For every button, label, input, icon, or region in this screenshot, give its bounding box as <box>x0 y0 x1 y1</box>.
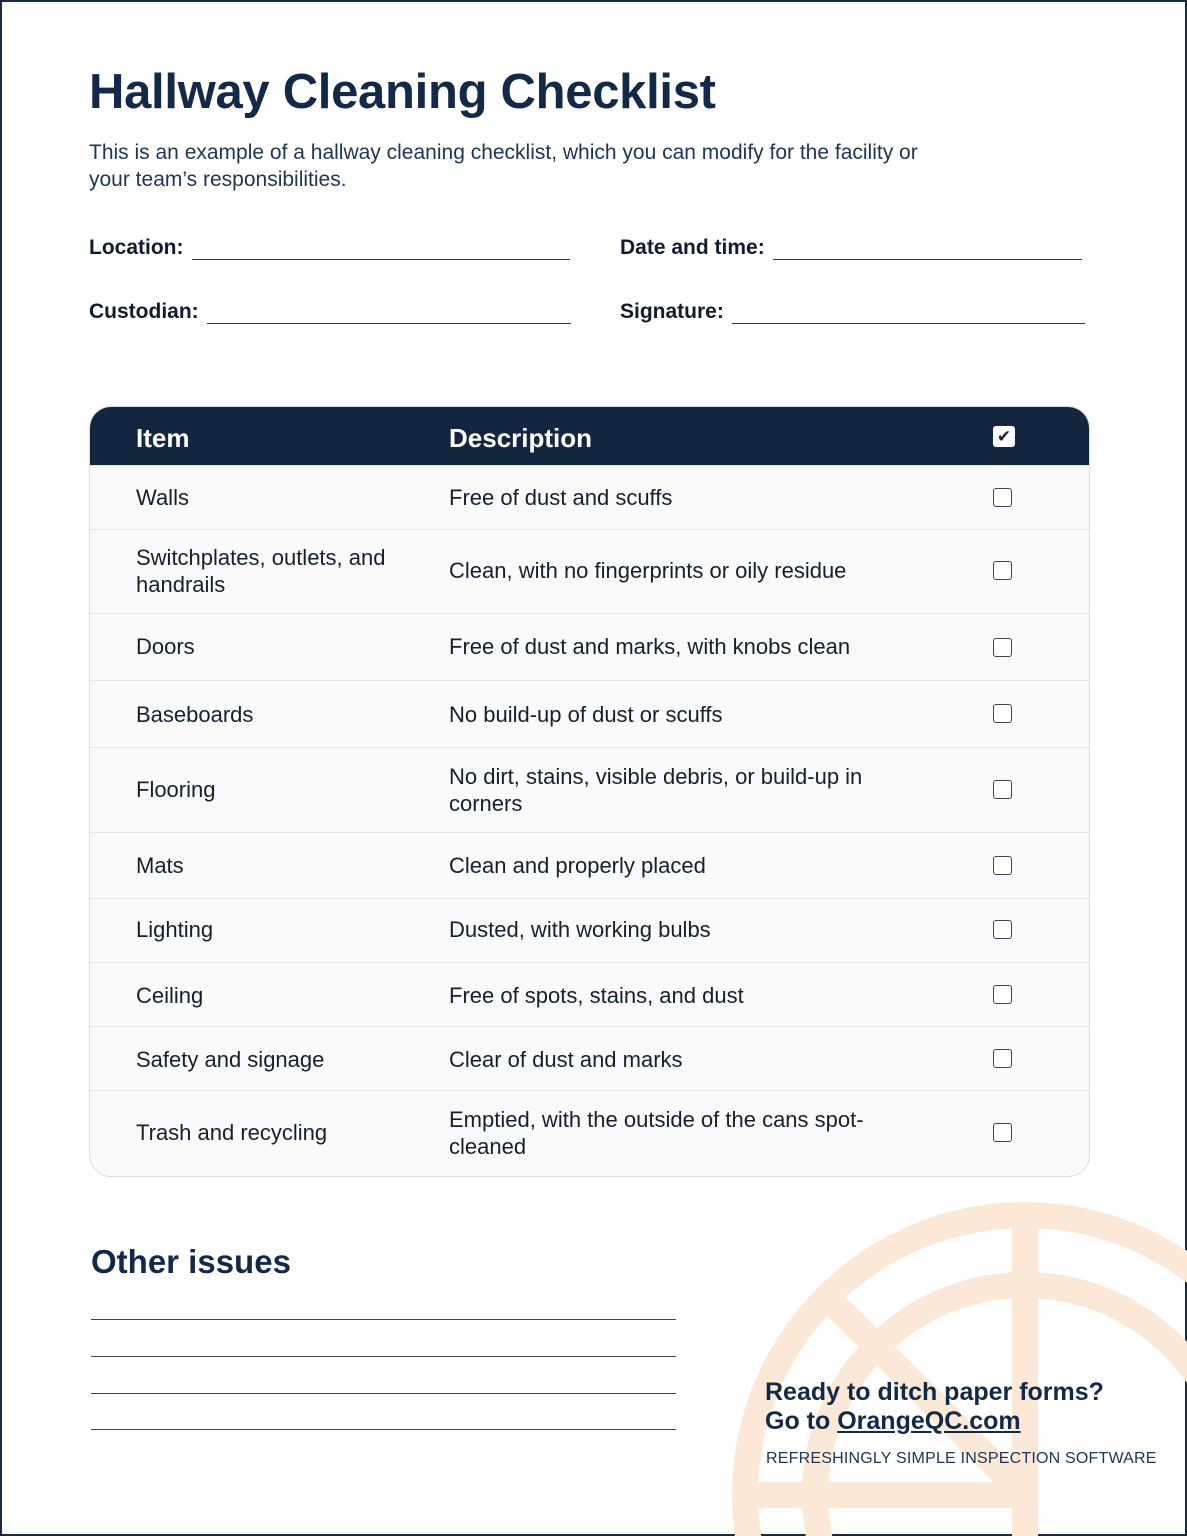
table-row <box>90 898 1089 962</box>
table-row <box>90 613 1089 680</box>
tagline: REFRESHINGLY SIMPLE INSPECTION SOFTWARE <box>766 1450 1157 1467</box>
signature-line[interactable] <box>732 305 1085 324</box>
row-checkbox[interactable] <box>993 1049 1012 1068</box>
row-checkbox[interactable] <box>993 985 1012 1004</box>
table-row <box>90 465 1089 529</box>
cta-prefix: Go to <box>765 1407 838 1435</box>
table-row <box>90 1090 1089 1177</box>
column-header-description: Description <box>449 423 593 453</box>
location-line[interactable] <box>192 241 571 260</box>
table-row <box>90 529 1089 613</box>
date-time-field[interactable] <box>620 236 1082 260</box>
row-checkbox[interactable] <box>993 638 1012 657</box>
row-item: Mats <box>136 853 184 878</box>
row-description: Clear of dust and marks <box>449 1047 683 1072</box>
row-description: Free of spots, stains, and dust <box>449 983 744 1008</box>
table-header <box>90 407 1089 465</box>
row-description: No dirt, stains, visible debris, or build-up in corners <box>449 764 863 816</box>
row-item: Lighting <box>136 917 214 942</box>
row-item: Walls <box>136 485 189 510</box>
custodian-line[interactable] <box>207 305 571 324</box>
table-row <box>90 832 1089 898</box>
row-item: Flooring <box>136 777 216 802</box>
row-description: Free of dust and marks, with knobs clean <box>449 634 851 659</box>
row-checkbox[interactable] <box>993 920 1012 939</box>
signature-label: Signature: <box>620 300 724 323</box>
table-row <box>90 1026 1089 1090</box>
other-issues-line[interactable] <box>91 1429 676 1430</box>
column-header-item: Item <box>136 423 190 453</box>
row-description: Clean and properly placed <box>449 853 706 878</box>
other-issues-line[interactable] <box>91 1393 676 1394</box>
row-description: Clean, with no fingerprints or oily residue <box>449 558 847 583</box>
location-label: Location: <box>89 236 184 259</box>
table-row <box>90 747 1089 832</box>
checked-checkbox-icon: ✔ <box>993 426 1015 447</box>
row-description: Dusted, with working bulbs <box>449 917 711 942</box>
row-checkbox[interactable] <box>993 704 1012 723</box>
custodian-label: Custodian: <box>89 300 199 323</box>
row-checkbox[interactable] <box>993 488 1012 507</box>
orangeqc-link[interactable]: OrangeQC.com <box>837 1407 1021 1435</box>
row-checkbox[interactable] <box>993 561 1012 580</box>
row-checkbox[interactable] <box>993 1123 1012 1142</box>
date-time-label: Date and time: <box>620 236 765 259</box>
row-item: Doors <box>136 634 195 659</box>
page-title: Hallway Cleaning Checklist <box>89 65 716 119</box>
row-checkbox[interactable] <box>993 780 1012 799</box>
orange-slice-watermark-icon <box>725 1195 1187 1536</box>
signature-field[interactable] <box>620 300 1085 324</box>
other-issues-title: Other issues <box>91 1243 291 1280</box>
intro-text: This is an example of a hallway cleaning checklist, which you can modify for the facility or your team’s responsibilities. <box>89 141 918 191</box>
location-field[interactable] <box>89 236 570 260</box>
other-issues-line[interactable] <box>91 1356 676 1357</box>
row-item: Safety and signage <box>136 1047 325 1072</box>
other-issues-line[interactable] <box>91 1319 676 1320</box>
row-description: Free of dust and scuffs <box>449 485 673 510</box>
date-time-line[interactable] <box>773 241 1082 260</box>
row-item: Ceiling <box>136 983 204 1008</box>
row-item: Baseboards <box>136 702 254 727</box>
row-description: Emptied, with the outside of the cans spot-cleaned <box>449 1107 864 1159</box>
row-description: No build-up of dust or scuffs <box>449 702 723 727</box>
cta-heading: Ready to ditch paper forms? <box>765 1378 1104 1406</box>
row-item: Switchplates, outlets, and handrails <box>136 545 386 597</box>
table-row <box>90 680 1089 747</box>
row-checkbox[interactable] <box>993 856 1012 875</box>
custodian-field[interactable] <box>89 300 571 324</box>
table-row <box>90 962 1089 1026</box>
checklist-table <box>89 406 1090 1177</box>
cta-link-line <box>765 1406 1021 1436</box>
row-item: Trash and recycling <box>136 1120 328 1145</box>
